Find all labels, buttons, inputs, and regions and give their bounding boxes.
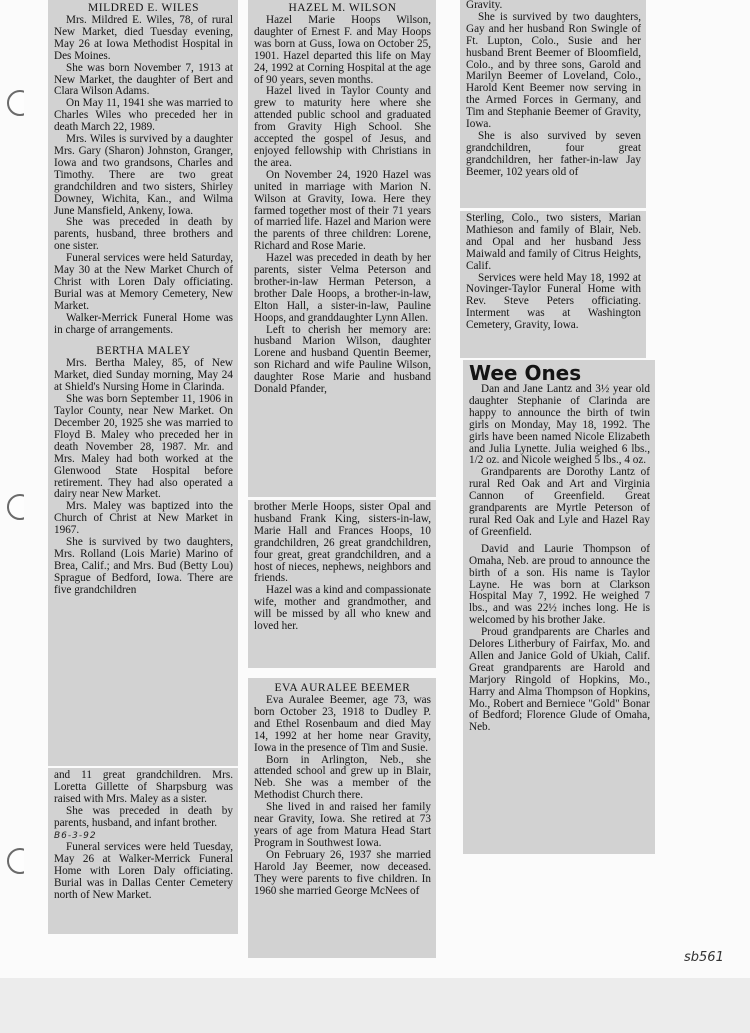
birth-announcement-paragraph: Proud grandparents are Charles and Delores Litherbury of Fairfax, Mo. and Allen and Janice Gold of Ukiah, Calif. Great grandparents are Harold and Marjory Ringold of Hopkins, Mo., Harry and Alma Thompson of Hopkins, Mo., Robert and Berniece "Gold" Bonar of Bedford; Florence Glude of Omaha, Neb. — [469, 626, 650, 734]
obituary-title-beemer: EVA AURALEE BEEMER — [274, 682, 411, 694]
obituary-title-maley: BERTHA MALEY — [96, 345, 191, 358]
obituary-paragraph: Mrs. Mildred E. Wiles, 78, of rural New Market, died Tuesday evening, May 26 at Iowa Methodist Hospital in Des Moines. — [54, 14, 233, 62]
handwritten-date-note: B6-3-92 — [54, 830, 97, 841]
obituary-title-wiles: MILDRED E. WILES — [88, 2, 199, 14]
obituary-paragraph: She was preceded in death by parents, husband, three brothers and one sister. — [54, 216, 233, 253]
obituary-paragraph: and 11 great grandchildren. Mrs. Loretta Gillette of Sharpsburg was raised with Mrs. Maley as a sister. — [54, 769, 233, 805]
obituary-paragraph: Sterling, Colo., two sisters, Marian Mathieson and family of Blair, Neb. and Opal and her husband Jess Maiwald and family of Citrus Heights, Calif. — [466, 212, 641, 272]
obituary-paragraph: Hazel Marie Hoops Wilson, daughter of Ernest F. and May Hoops was born at Guss, Iowa on October 25, 1901. Hazel departed this life on May 24, 1992 at Corning Hospital at the age of 90 years, seven months. — [254, 14, 431, 86]
obituary-beemer-clipping — [248, 678, 436, 958]
obituary-paragraph: Mrs. Wiles is survived by a daughter Mrs. Gary (Sharon) Johnston, Granger, Iowa and two grandsons, Charles and Timothy. There are two great grandchildren and two sisters, Shirley Downey, Wichita, Kan., and Wilma June Mansfield, Ankeny, Iowa. — [54, 133, 233, 217]
obituary-paragraph: Walker-Merrick Funeral Home was in charge of arrangements. — [54, 311, 233, 336]
obituary-wilson-clipping — [248, 0, 436, 497]
obituary-wiles-clipping — [48, 0, 238, 766]
binder-hole — [7, 848, 33, 874]
obituary-paragraph: Mrs. Bertha Maley, 85, of New Market, died Sunday morning, May 24 at Shield's Nursing Home in Clarinda. — [54, 357, 233, 394]
obituary-paragraph: brother Merle Hoops, sister Opal and husband Frank King, sisters-in-law, Marie Hall and Frances Hoops, 10 grandchildren, 26 great grandchildren, four great, great grandchildren, and a host of nieces, nephews, neighbors and friends. — [254, 501, 431, 585]
obituary-paragraph: On May 11, 1941 she was married to Charles Wiles who preceded her in death March 22, 1989. — [54, 97, 233, 134]
obituary-paragraph: On November 24, 1920 Hazel was united in marriage with Marion N. Wilson at Gravity, Iowa. Here they farmed together most of their 71 years of married life. Hazel and Marion were the parents of three children: Lorene, Richard and Rose Marie. — [254, 168, 431, 253]
obituary-paragraph: Eva Auralee Beemer, age 73, was born October 23, 1918 to Dudley P. and Ethel Rosenbaum and died May 14, 1992 at her home near Gravity, Iowa in the presence of Tim and Susie. — [254, 694, 431, 754]
scan-bottom-margin — [0, 978, 750, 1033]
binder-hole — [7, 90, 33, 116]
obituary-paragraph: Services were held May 18, 1992 at Novinger-Taylor Funeral Home with Rev. Steve Peters officiating. Interment was at Washington Cemetery, Gravity, Iowa. — [466, 271, 641, 332]
obituary-paragraph: Hazel was preceded in death by her parents, sister Velma Peterson and brother-in-law Herman Peterson, a brother Dale Hoops, a brother-in-law, Elton Hall, a sister-in-law, Pauline Hoops, and granddaughter Lynn Allen. — [254, 252, 431, 324]
birth-announcement-paragraph: Grandparents are Dorothy Lantz of rural Red Oak and Art and Virginia Cannon of Greenfield. Great grandparents are Myrtle Peterson of rural Red Oak and Lyle and Hazel Ray of Greenfield. — [469, 466, 650, 538]
birth-announcement-paragraph: Dan and Jane Lantz and 3½ year old daughter Stephanie of Clarinda are happy to announce the birth of twin girls on Monday, May 18, 1992. The girls have been named Nicole Elizabeth and Julia Lynette. Julia weighed 6 lbs., 1/2 oz. and Nicole weighed 5 lbs., 4 oz. — [469, 383, 650, 467]
obituary-paragraph: She is survived by two daughters, Gay and her husband Ron Swingle of Ft. Lupton, Colo., Susie and her husband Brent Beemer of Bloomfield, Colo., and by three sons, Garold and Marilyn Beemer of Loveland, Colo., Harold Kent Beemer now serving in the Armed Forces in Germany, and Tim and Stephanie Beemer of Gravity, Iowa. — [466, 10, 641, 131]
obituary-wilson-continuation — [248, 500, 436, 668]
obituary-paragraph: Mrs. Maley was baptized into the Church of Christ at New Market in 1967. — [54, 500, 233, 537]
binder-hole — [7, 494, 33, 520]
obituary-paragraph: She is also survived by seven grandchildren, four great grandchildren, her father-in-law Jay Beemer, 102 years old of — [466, 129, 641, 178]
birth-announcement-paragraph: David and Laurie Thompson of Omaha, Neb. are proud to announce the birth of a son. His name is Taylor Layne. He was born at Clarkson Hospital May 7, 1992. He weighed 7 lbs., and was 22½ inches long. He is welcomed by his brother Jake. — [469, 542, 650, 627]
obituary-paragraph: She was born September 11, 1906 in Taylor County, near New Market. On December 20, 1925 she was married to Floyd B. Maley who preceded her in death November 28, 1987. Mr. and Mrs. Maley had both worked at the Glenwood State Hospital before retirement. They had also operated a dairy near New Market. — [54, 393, 233, 501]
obituary-paragraph: Left to cherish her memory are: husband Marion Wilson, daughter Lorene and husband Quentin Beemer, son Richard and wife Pauline Wilson, daughter Rose Marie and husband Donald Pfander, — [254, 323, 431, 396]
obituary-paragraph: Funeral services were held Saturday, May 30 at the New Market Church of Christ with Loren Daly officiating. Burial was at Memory Cemetery, New Market. — [54, 252, 233, 312]
obituary-paragraph: She lived in and raised her family near Gravity, Iowa. She retired at 73 years of age from Matura Head Start Program in Southwest Iowa. — [254, 801, 431, 849]
obituary-paragraph: Funeral services were held Tuesday, May 26 at Walker-Merrick Funeral Home with Loren Daly officiating. Burial was in Dallas Center Cemetery north of New Market. — [54, 841, 233, 902]
obituary-beemer-continuation-2 — [460, 211, 646, 358]
wee-ones-births-clipping — [463, 360, 655, 854]
obituary-paragraph: Gravity. — [466, 0, 503, 11]
obituary-beemer-continuation — [460, 0, 646, 208]
obituary-paragraph: Hazel was a kind and compassionate wife, mother and grandmother, and will be missed by all who knew and loved her. — [254, 584, 431, 633]
obituary-title-wilson: HAZEL M. WILSON — [288, 2, 397, 14]
wee-ones-title: Wee Ones — [469, 361, 582, 385]
obituary-maley-continuation — [48, 768, 238, 934]
obituary-paragraph: She was preceded in death by parents, husband, and infant brother. — [54, 804, 233, 829]
obituary-paragraph: She is survived by two daughters, Mrs. Rolland (Lois Marie) Marino of Brea, Calif.; and Mrs. Bud (Betty Lou) Sprague of Bedford, Iowa. There are five grandchildren — [54, 536, 233, 596]
scrapbook-reference-mark: sb561 — [684, 950, 724, 965]
obituary-paragraph: She was born November 7, 1913 at New Market, the daughter of Bert and Clara Wilson Adams. — [54, 61, 233, 98]
obituary-paragraph: Hazel lived in Taylor County and grew to maturity here where she attended public school and graduated from Gravity High School. She accepted the gospel of Jesus, and enjoyed fellowship with Christians in the area. — [254, 85, 431, 169]
obituary-paragraph: Born in Arlington, Neb., she attended school and grew up in Blair, Neb. She was a member of the Methodist Church there. — [254, 753, 431, 802]
obituary-paragraph: On February 26, 1937 she married Harold Jay Beemer, now deceased. They were parents to five children. In 1960 she married George McNees of — [254, 848, 431, 897]
